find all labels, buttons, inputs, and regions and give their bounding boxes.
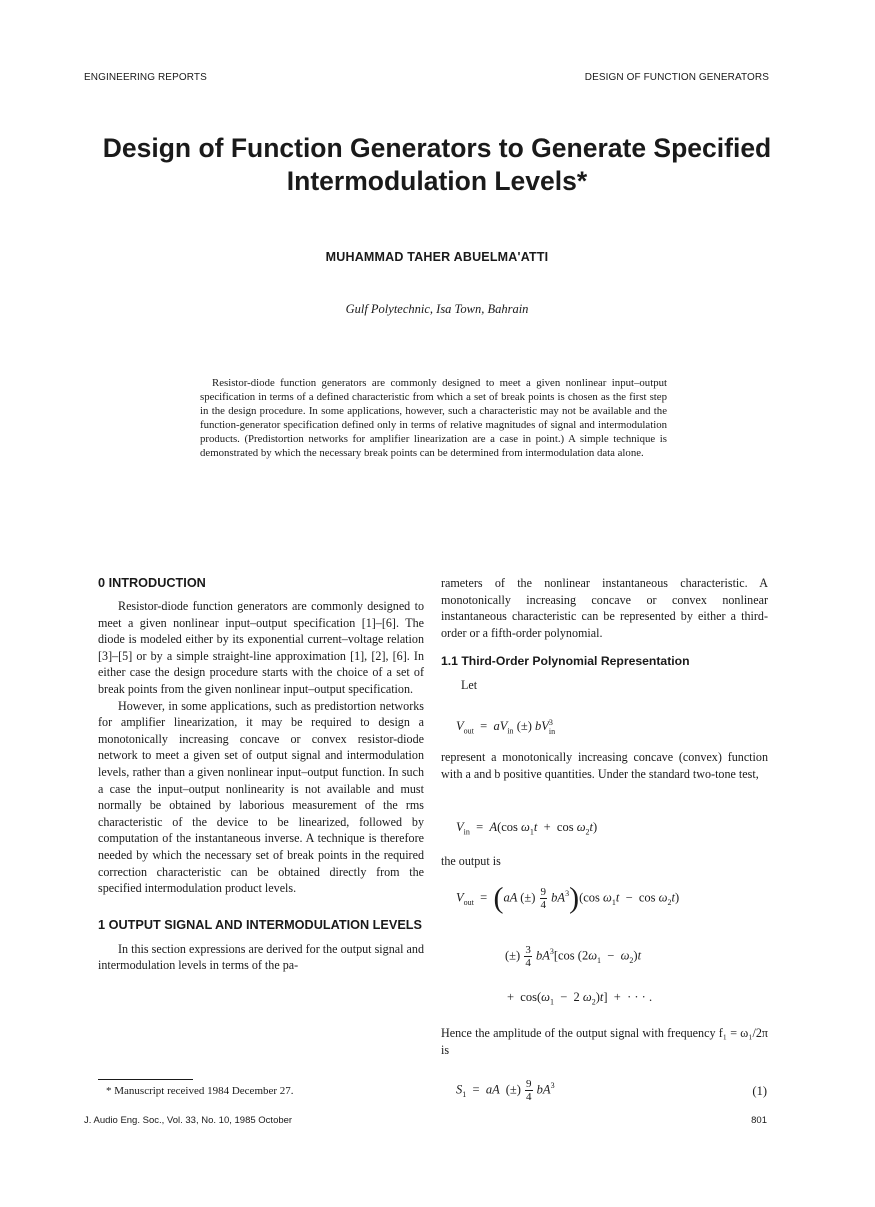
hence-paragraph-block	[441, 1025, 768, 1058]
section-1-paragraph-1: In this section expressions are derived for the output signal and intermodulation levels in terms of the pa-	[98, 941, 424, 973]
title-line-1: Design of Function Generators to Generate Specified	[102, 133, 772, 163]
footnote: * Manuscript received 1984 December 27.	[106, 1085, 294, 1097]
right-column	[441, 575, 768, 694]
subsection-1-1-heading: 1.1 Third-Order Polynomial Representation	[441, 654, 690, 669]
page-title	[84, 132, 790, 198]
running-header-right: DESIGN OF FUNCTION GENERATORS	[584, 72, 769, 83]
affiliation: Gulf Polytechnic, Isa Town, Bahrain	[345, 302, 529, 316]
intro-paragraph-2: However, in some applications, such as predistortion networks for amplifier linearization, it may be required to design a monotonically increasing concave or convex resistor-diode network to meet a given set of output signal and intermodulation levels, rather than a given nonlinear input–output function. In such a case the input–output nonlinearity is not available and must normally be obtained by laborious measurement of the rms characteristic of the device to be linearized, followed by computation of the instantaneous inverse. A technique is therefore needed by which the necessary set of break points in the required correction characteristic can be obtained directly from the specified intermodulation product levels.	[98, 698, 424, 896]
let-text: Let	[461, 678, 478, 693]
hence-paragraph: Hence the amplitude of the output signal with frequency f₁ = ω₁/2π is	[441, 1026, 768, 1057]
the-output-is-text: the output is	[441, 854, 501, 868]
right-paragraph-continuation: rameters of the nonlinear instantaneous characteristic. A monotonically increasing concave or convex nonlinear instantaneous characteristic can be represented by either a third-order or a fifth-order polynomial.	[441, 576, 768, 640]
running-header-left: ENGINEERING REPORTS	[84, 72, 207, 83]
equation-1-label: (1)	[752, 1084, 767, 1098]
left-column	[98, 575, 424, 974]
equation-third-order-polynomial: $V_{out} = aV_{in}$ (±) $bV^3_{in}$	[456, 718, 556, 736]
author-name: MUHAMMAD TAHER ABUELMA'ATTI	[325, 250, 549, 264]
represent-paragraph: represent a monotonically increasing concave (convex) function with a and b positive quantities. Under the standard two-tone test,	[441, 750, 768, 781]
equation-output-expansion-line-3: + $\cos(\omega_1 - 2$ $\omega_2)t$] + · · · .	[507, 990, 653, 1007]
abstract-text: Resistor-diode function generators are commonly designed to meet a given nonlinear input–output specification in terms of a defined characteristic from which a set of break points is chosen as the first step in the design procedure. In some applications, however, such a characteristic may not be available and the function-generator specification defined only in terms of relative magnitudes of signal and intermodulation products. (Predistortion networks for amplifier linearization are a case in point.) A simple technique is demonstrated by which the necessary break points can be determined from intermodulation data alone.	[200, 377, 667, 459]
abstract	[200, 377, 667, 460]
intro-paragraph-1: Resistor-diode function generators are commonly designed to meet a given nonlinear input–output specification [1]–[6]. The diode is modeled either by its exponential current–voltage relation [3]–[5] or by a simple straight-line approximation [1], [2], [6]. In either case the design procedure starts with the choice of a set of break points from the given nonlinear input–output specification.	[98, 599, 424, 696]
equation-two-tone-input: $V_{in} = A(\cos$ $\omega_1t + \cos \omega_2t$)	[456, 820, 598, 837]
equation-1: $S_1$ = aA (±) $\frac{9}{4}$ $bA^3$	[456, 1078, 555, 1103]
equation-output-expansion-line-2: (±) $\frac{3}{4}$ $bA^3[\cos$ $(2\omega_1 - \omega_2)t$	[505, 944, 642, 969]
represent-paragraph-block	[441, 749, 768, 782]
title-line-2: Intermodulation Levels*	[286, 166, 588, 196]
equation-output-expansion-line-1: $V_{out} = (aA$ (±) $\frac{9}{4}$ $bA^3)(\cos$ $\omega_1t - \cos \omega_2t$)	[456, 881, 680, 915]
page-number: 801	[751, 1115, 767, 1126]
section-1-heading: 1 OUTPUT SIGNAL AND INTERMODULATION LEVELS	[98, 917, 423, 932]
section-0-heading: 0 INTRODUCTION	[98, 576, 206, 590]
footnote-rule	[98, 1079, 193, 1080]
footer-citation: J. Audio Eng. Soc., Vol. 33, No. 10, 1985 October	[84, 1115, 293, 1126]
